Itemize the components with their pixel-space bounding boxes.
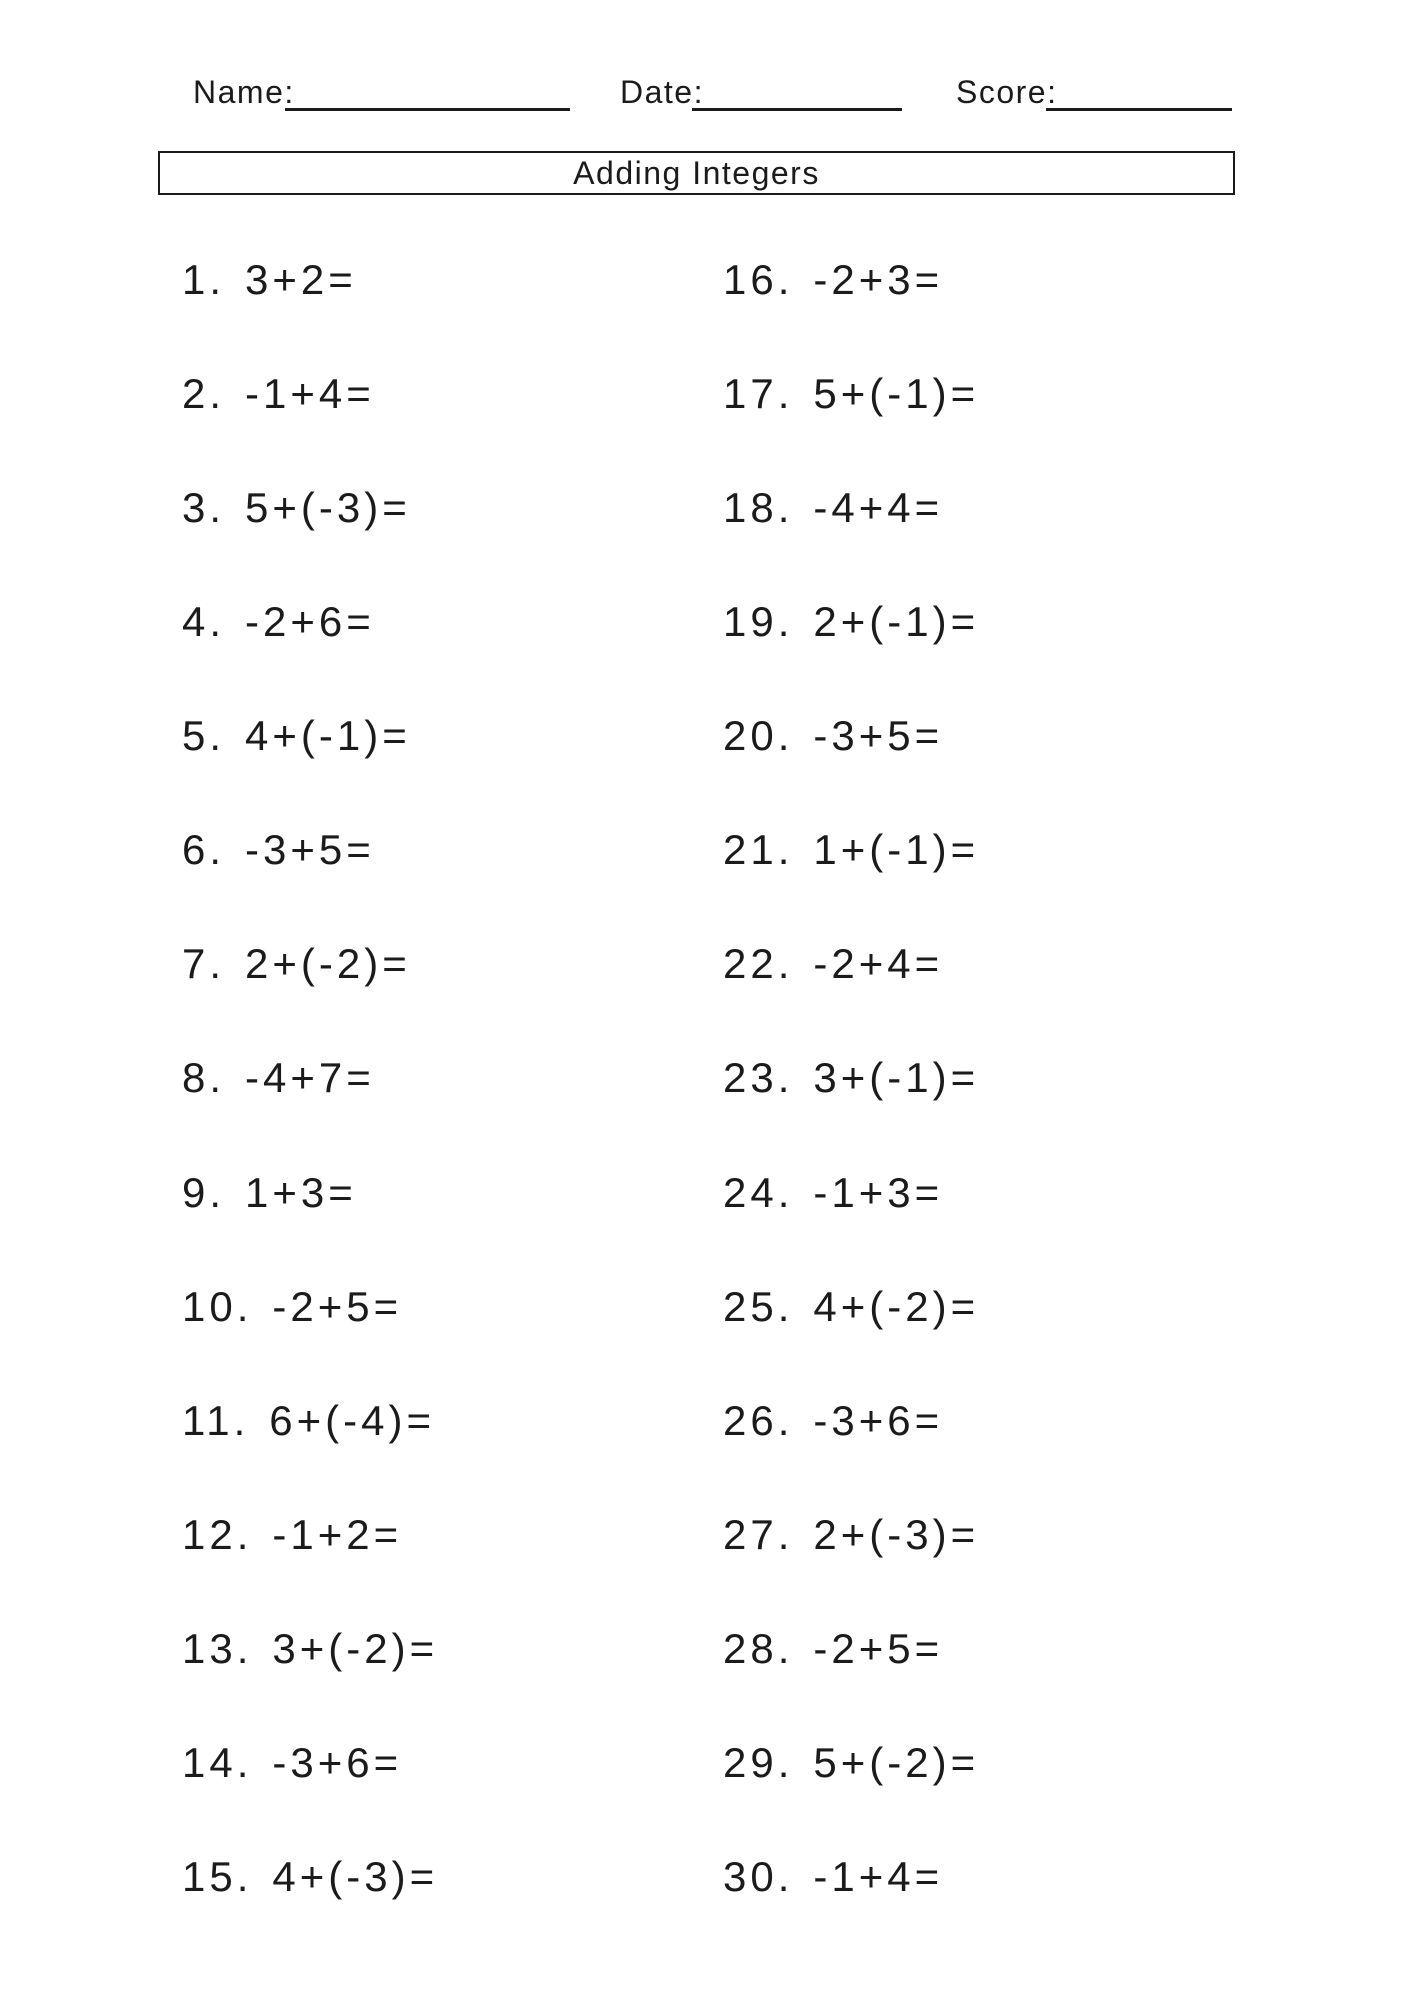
problem-row	[182, 337, 438, 451]
problem-expression: -3+5=	[813, 712, 944, 760]
problem-number: 10.	[182, 1282, 253, 1330]
problem-expression: -2+6=	[245, 598, 375, 646]
problem-row	[723, 679, 979, 793]
problem-number: 5.	[182, 712, 226, 760]
problem-expression: 1+(-1)=	[813, 826, 980, 874]
problem-expression: 3+(-1)=	[813, 1054, 980, 1102]
name-label: Name:	[193, 74, 295, 110]
problem-number: 30.	[723, 1852, 794, 1900]
problem-expression: -4+4=	[813, 484, 944, 532]
problem-number: 6.	[182, 826, 226, 874]
problem-number: 2.	[182, 370, 226, 418]
problem-expression: 4+(-3)=	[272, 1852, 439, 1900]
problem-row	[723, 337, 979, 451]
problem-row	[723, 565, 979, 679]
problem-row	[182, 1706, 438, 1820]
problem-expression: 4+(-2)=	[813, 1282, 980, 1330]
problem-number: 16.	[723, 256, 794, 304]
problem-row	[723, 907, 979, 1021]
problem-number: 26.	[723, 1396, 794, 1444]
problem-row	[723, 1820, 979, 1934]
problem-number: 21.	[723, 826, 794, 874]
problem-expression: 2+(-2)=	[245, 940, 411, 988]
problem-row	[723, 1021, 979, 1135]
problem-expression: 5+(-2)=	[813, 1738, 980, 1786]
problem-expression: -2+5=	[813, 1624, 944, 1672]
problem-expression: 5+(-1)=	[813, 370, 980, 418]
problem-row	[182, 679, 438, 793]
problem-expression: 3+(-2)=	[272, 1624, 439, 1672]
problem-expression: -3+6=	[813, 1396, 944, 1444]
problem-expression: -3+6=	[272, 1738, 403, 1786]
problem-row	[723, 451, 979, 565]
problems-column-left	[182, 223, 438, 1934]
problems-column-right	[723, 223, 979, 1934]
problem-row	[723, 1706, 979, 1820]
problem-row	[723, 1478, 979, 1592]
problem-row	[723, 1592, 979, 1706]
problem-row	[182, 907, 438, 1021]
problem-number: 22.	[723, 940, 794, 988]
name-blank-field[interactable]	[285, 108, 570, 111]
title-box	[158, 151, 1235, 195]
problem-number: 19.	[723, 598, 794, 646]
problem-expression: -4+7=	[245, 1054, 375, 1102]
problem-row	[182, 1250, 438, 1364]
problem-expression: 3+2=	[245, 256, 357, 304]
problem-number: 24.	[723, 1168, 794, 1216]
problem-number: 15.	[182, 1852, 253, 1900]
date-label: Date:	[620, 74, 704, 110]
problem-expression: -2+4=	[813, 940, 944, 988]
problem-number: 14.	[182, 1738, 253, 1786]
problem-row	[182, 1820, 438, 1934]
problem-row	[182, 1364, 438, 1478]
problem-expression: 1+3=	[245, 1168, 357, 1216]
problem-row	[723, 1250, 979, 1364]
problem-expression: 5+(-3)=	[245, 484, 411, 532]
problem-expression: -1+4=	[813, 1852, 944, 1900]
worksheet-title: Adding Integers	[573, 154, 820, 191]
problem-number: 28.	[723, 1624, 794, 1672]
problem-expression: -1+4=	[245, 370, 375, 418]
score-label: Score:	[956, 74, 1058, 110]
problem-expression: -1+2=	[272, 1510, 403, 1558]
problem-number: 4.	[182, 598, 226, 646]
problem-number: 29.	[723, 1738, 794, 1786]
problem-row	[182, 1478, 438, 1592]
problem-number: 7.	[182, 940, 226, 988]
problem-number: 3.	[182, 484, 226, 532]
problem-expression: -1+3=	[813, 1168, 944, 1216]
problem-expression: 2+(-1)=	[813, 598, 980, 646]
date-blank-field[interactable]	[692, 108, 902, 111]
problem-expression: -3+5=	[245, 826, 375, 874]
problem-row	[182, 565, 438, 679]
problem-number: 18.	[723, 484, 794, 532]
problem-row	[723, 1364, 979, 1478]
problem-row	[182, 451, 438, 565]
problem-number: 8.	[182, 1054, 226, 1102]
problem-number: 13.	[182, 1624, 253, 1672]
problem-number: 17.	[723, 370, 794, 418]
problem-row	[182, 1592, 438, 1706]
problem-expression: -2+3=	[813, 256, 944, 304]
problem-row	[182, 793, 438, 907]
problem-expression: 2+(-3)=	[813, 1510, 980, 1558]
problem-number: 27.	[723, 1510, 794, 1558]
problem-row	[723, 793, 979, 907]
problem-row	[723, 1136, 979, 1250]
problem-row	[182, 1136, 438, 1250]
problem-expression: -2+5=	[272, 1282, 403, 1330]
problem-row	[182, 223, 438, 337]
problem-row	[182, 1021, 438, 1135]
problem-number: 11.	[182, 1396, 250, 1444]
problem-number: 23.	[723, 1054, 794, 1102]
problem-number: 1.	[182, 256, 226, 304]
score-blank-field[interactable]	[1046, 108, 1232, 111]
problem-expression: 4+(-1)=	[245, 712, 411, 760]
problem-number: 12.	[182, 1510, 253, 1558]
problem-number: 9.	[182, 1168, 226, 1216]
problem-expression: 6+(-4)=	[269, 1396, 436, 1444]
problem-number: 20.	[723, 712, 794, 760]
problem-row	[723, 223, 979, 337]
problem-number: 25.	[723, 1282, 794, 1330]
